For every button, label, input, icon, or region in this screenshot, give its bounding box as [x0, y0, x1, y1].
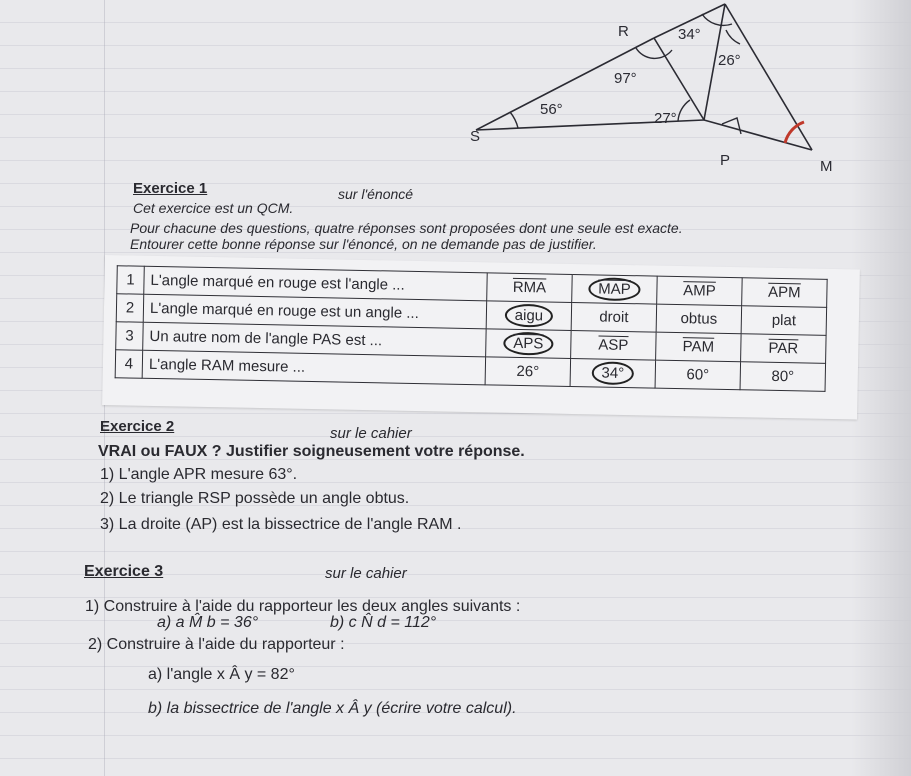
answer[interactable] — [486, 301, 572, 331]
ex1-line1: Cet exercice est un QCM. — [133, 200, 294, 216]
answer[interactable]: $\overline{ASP}$ — [571, 330, 657, 360]
circled-answer: aigu — [505, 304, 554, 328]
qcm-table — [115, 265, 828, 392]
row-number: 1 — [117, 266, 145, 295]
question: L'angle marqué en rouge est un angle ... — [143, 294, 486, 329]
label-S: S — [470, 128, 481, 145]
ex3-q2b: b) la bissectrice de l'angle x Â y (écrire votre calcul). — [148, 700, 517, 717]
ex3-where: sur le cahier — [325, 565, 407, 582]
answer[interactable]: 60° — [655, 360, 741, 390]
question: L'angle marqué en rouge est l'angle ... — [144, 266, 487, 301]
answer[interactable]: $\overline{PAM}$ — [656, 332, 742, 362]
angle-value-26: 26° — [718, 52, 741, 69]
question: Un autre nom de l'angle PAS est ... — [143, 322, 486, 357]
label-R: R — [618, 23, 629, 40]
answer[interactable]: $\overline{APM}$ — [742, 278, 828, 308]
ex2-intro: VRAI ou FAUX ? Justifier soigneusement votre réponse. — [98, 443, 525, 460]
angle-value-97: 97° — [614, 70, 637, 87]
answer[interactable] — [486, 329, 572, 359]
angle-arc-A2 — [726, 30, 740, 44]
angle-arc-A1 — [702, 14, 732, 25]
segment-RP — [654, 38, 704, 120]
segment-AM — [725, 4, 812, 150]
ex2-item-2: 2) Le triangle RSP possède un angle obtus. — [100, 490, 410, 507]
answer[interactable]: $\overline{AMP}$ — [657, 276, 743, 306]
row-number: 2 — [116, 294, 144, 323]
angle-value-27: 27° — [654, 110, 677, 127]
segment-PM — [704, 120, 812, 150]
answer[interactable]: $\overline{RMA}$ — [487, 273, 573, 303]
ex2-item-3: 3) La droite (AP) est la bissectrice de l'angle RAM . — [100, 516, 462, 533]
angle-value-56: 56° — [540, 101, 563, 118]
ex2-title: Exercice 2 — [100, 418, 175, 435]
answer[interactable]: droit — [571, 302, 657, 332]
ex3-q2a: a) l'angle x Â y = 82° — [148, 666, 295, 683]
ex3-title: Exercice 3 — [84, 563, 164, 580]
answer[interactable]: 26° — [485, 357, 571, 387]
answer[interactable]: obtus — [656, 304, 742, 334]
row-number: 3 — [116, 322, 144, 351]
angle-arc-S — [510, 112, 518, 128]
answer[interactable]: plat — [741, 306, 827, 336]
angle-arc-R — [636, 48, 672, 58]
ex3-q1b: b) c N̂ d = 112° — [330, 614, 437, 631]
row-number: 4 — [115, 350, 143, 379]
page-edge-shadow — [851, 0, 911, 776]
ex1-where: sur l'énoncé — [338, 186, 414, 202]
ex2-where: sur le cahier — [330, 425, 412, 442]
ex1-title: Exercice 1 — [133, 180, 208, 197]
question: L'angle RAM mesure ... — [142, 350, 485, 385]
answer[interactable] — [572, 274, 658, 304]
label-M: M — [820, 158, 833, 175]
qcm-sheet — [102, 255, 860, 419]
circled-answer: $\overline{APS}$ — [503, 332, 553, 356]
angle-value-34: 34° — [678, 26, 701, 43]
ex1-line2: Pour chacune des questions, quatre réponses sont proposées dont une seule est exacte. — [130, 220, 683, 236]
circled-answer: $\overline{MAP}$ — [588, 277, 641, 301]
ex3-q1: 1) Construire à l'aide du rapporteur les deux angles suivants : — [85, 598, 521, 615]
ex1-line3: Entourer cette bonne réponse sur l'énoncé, on ne demande pas de justifier. — [130, 236, 597, 252]
angle-arc-P — [678, 100, 690, 121]
ex3-q2: 2) Construire à l'aide du rapporteur : — [88, 636, 345, 653]
label-P: P — [720, 152, 731, 169]
ex3-q1a: a) a M̂ b = 36° — [157, 614, 259, 631]
ex2-item-1: 1) L'angle APR mesure 63°. — [100, 466, 298, 483]
geometry-figure — [440, 0, 860, 185]
answer[interactable]: 80° — [740, 362, 826, 392]
answer[interactable] — [570, 358, 656, 388]
circled-answer: 34° — [591, 361, 634, 385]
answer[interactable]: $\overline{PAR}$ — [741, 334, 827, 364]
